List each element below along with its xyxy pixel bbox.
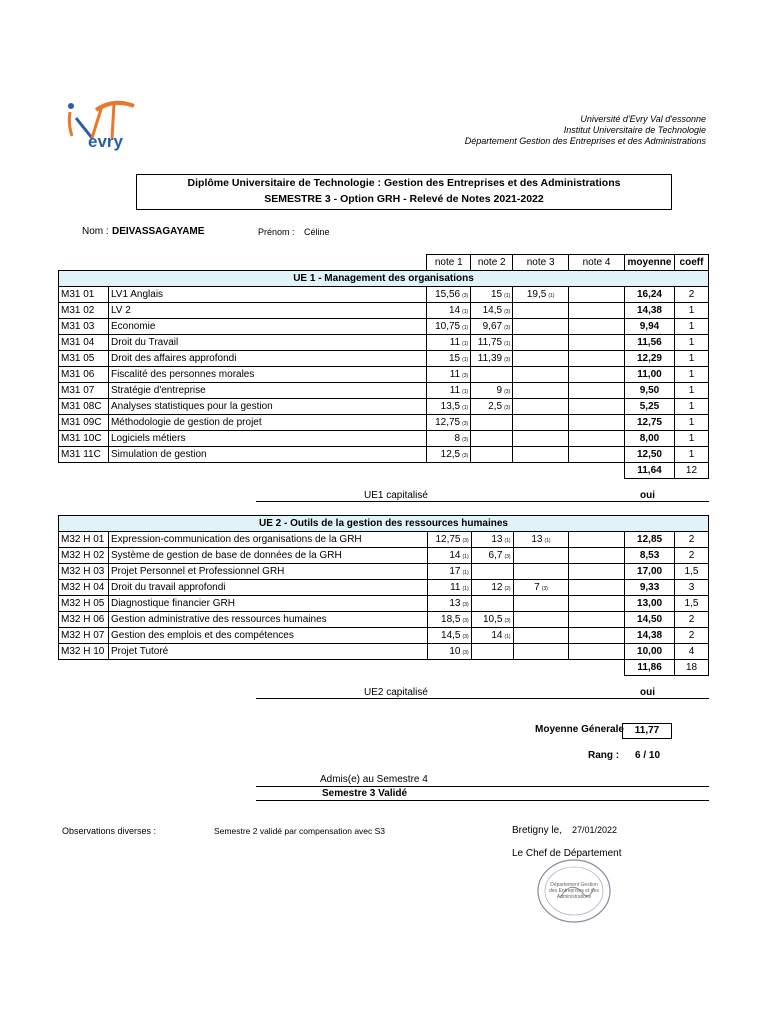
note-3 (513, 303, 569, 319)
title-line-1: Diplôme Universitaire de Technologie : Gestion des Entreprises et des Administrations (187, 177, 621, 189)
note-4 (569, 644, 625, 660)
note-4 (569, 335, 625, 351)
module-average: 8,53 (625, 548, 675, 564)
note-3: 7 (3) (513, 580, 569, 596)
ue2-cap-label: UE2 capitalisé (364, 687, 428, 698)
note-1: 15 (1) (427, 351, 471, 367)
module-coeff: 2 (675, 548, 709, 564)
grade-row (59, 319, 709, 335)
note-4 (569, 287, 625, 303)
module-coeff: 1 (674, 319, 708, 335)
note-2: 14 (1) (471, 628, 513, 644)
module-code: M32 H 04 (59, 580, 109, 596)
institution-line-2: Institut Universitaire de Technologie (563, 125, 706, 135)
module-name: Fiscalité des personnes morales (108, 367, 426, 383)
header-note-1: note 1 (427, 255, 471, 271)
ue1-cap-value: oui (640, 490, 655, 501)
note-3 (513, 548, 569, 564)
grade-row (59, 287, 709, 303)
note-3: 13 (1) (513, 532, 569, 548)
note-1: 17 (1) (427, 564, 471, 580)
note-2 (471, 596, 513, 612)
note-3 (513, 319, 569, 335)
module-name: LV1 Anglais (108, 287, 426, 303)
module-name: Analyses statistiques pour la gestion (108, 399, 426, 415)
header-moyenne: moyenne (624, 255, 674, 271)
note-4 (569, 447, 625, 463)
header-coeff: coeff (674, 255, 708, 271)
note-3 (513, 415, 569, 431)
module-name: Expression-communication des organisations de la GRH (108, 532, 427, 548)
note-2 (471, 367, 513, 383)
note-3 (513, 644, 569, 660)
ue1-total-coeff: 12 (674, 463, 708, 479)
grade-row (59, 564, 709, 580)
grade-row (59, 335, 709, 351)
module-coeff: 2 (675, 612, 709, 628)
module-coeff: 1 (674, 367, 708, 383)
note-2: 9 (3) (471, 383, 513, 399)
module-code: M32 H 03 (59, 564, 109, 580)
module-code: M31 07 (59, 383, 109, 399)
module-name: Droit du travail approfondi (108, 580, 427, 596)
module-coeff: 1 (674, 303, 708, 319)
module-average: 13,00 (625, 596, 675, 612)
note-1: 8 (3) (427, 431, 471, 447)
note-4 (569, 399, 625, 415)
module-average: 9,50 (624, 383, 674, 399)
module-average: 5,25 (624, 399, 674, 415)
validated-divider (256, 800, 709, 801)
ue2-total-average: 11,86 (625, 660, 675, 676)
module-coeff: 1 (674, 351, 708, 367)
module-coeff: 1 (674, 335, 708, 351)
note-1: 14 (1) (427, 303, 471, 319)
observations-label: Observations diverses : (62, 826, 157, 836)
module-code: M31 10C (59, 431, 109, 447)
note-1: 14 (1) (427, 548, 471, 564)
note-2: 12 (2) (471, 580, 513, 596)
ue2-cap-value: oui (640, 687, 655, 698)
note-1: 13 (3) (427, 596, 471, 612)
grade-row (59, 596, 709, 612)
grade-row (59, 580, 709, 596)
grade-row (59, 383, 709, 399)
module-code: M31 08C (59, 399, 109, 415)
module-coeff: 3 (675, 580, 709, 596)
grade-row (59, 612, 709, 628)
note-1: 11 (1) (427, 335, 471, 351)
module-average: 12,50 (624, 447, 674, 463)
ue2-rows (59, 532, 709, 660)
admission-divider (256, 786, 709, 787)
module-name: Gestion administrative des ressources humaines (108, 612, 427, 628)
module-coeff: 1 (674, 415, 708, 431)
ue1-table (58, 254, 709, 479)
note-4 (569, 628, 625, 644)
note-3 (513, 351, 569, 367)
header-note-4: note 4 (569, 255, 625, 271)
stamp-text: Département Gestion des Entreprises et des Administrations (549, 882, 599, 900)
module-coeff: 2 (675, 628, 709, 644)
module-average: 10,00 (625, 644, 675, 660)
column-header-row (59, 255, 709, 271)
ue2-total-row (59, 660, 709, 676)
student-nom: DEIVASSAGAYAME (112, 226, 205, 237)
module-coeff: 4 (675, 644, 709, 660)
grade-row (59, 532, 709, 548)
module-name: Economie (108, 319, 426, 335)
note-3: 19,5 (1) (513, 287, 569, 303)
note-2: 9,67 (3) (471, 319, 513, 335)
note-1: 12,75 (3) (427, 532, 471, 548)
note-2 (471, 415, 513, 431)
ue2-total-coeff: 18 (675, 660, 709, 676)
nom-label: Nom : (82, 226, 109, 237)
module-name: Simulation de gestion (108, 447, 426, 463)
module-code: M31 01 (59, 287, 109, 303)
moyenne-generale-value: 11,77 (622, 723, 672, 739)
module-name: Projet Personnel et Professionnel GRH (108, 564, 427, 580)
module-name: Gestion des emplois et des compétences (108, 628, 427, 644)
note-2 (471, 644, 513, 660)
note-3 (513, 367, 569, 383)
module-name: Méthodologie de gestion de projet (108, 415, 426, 431)
module-average: 17,00 (625, 564, 675, 580)
note-3 (513, 447, 569, 463)
module-code: M31 11C (59, 447, 109, 463)
grade-row (59, 548, 709, 564)
logo-text: evry (88, 132, 123, 151)
module-code: M32 H 07 (59, 628, 109, 644)
header-note-2: note 2 (471, 255, 513, 271)
grade-row (59, 431, 709, 447)
note-4 (569, 596, 625, 612)
note-4 (569, 612, 625, 628)
signature-date: 27/01/2022 (572, 825, 618, 835)
note-3 (513, 628, 569, 644)
module-code: M32 H 05 (59, 596, 109, 612)
module-code: M32 H 10 (59, 644, 109, 660)
grade-row (59, 303, 709, 319)
module-code: M32 H 01 (59, 532, 109, 548)
note-1: 11 (3) (427, 367, 471, 383)
module-coeff: 1 (674, 383, 708, 399)
note-4 (569, 319, 625, 335)
note-2: 10,5 (3) (471, 612, 513, 628)
grade-row (59, 367, 709, 383)
ue1-title: UE 1 - Management des organisations (59, 271, 709, 287)
note-1: 12,75 (3) (427, 415, 471, 431)
note-1: 15,56 (3) (427, 287, 471, 303)
note-1: 18,5 (3) (427, 612, 471, 628)
ue2-divider (256, 698, 709, 699)
note-4 (569, 351, 625, 367)
note-2 (471, 447, 513, 463)
note-2: 14,5 (3) (471, 303, 513, 319)
note-1: 14,5 (3) (427, 628, 471, 644)
module-name: Droit des affaires approfondi (108, 351, 426, 367)
module-average: 14,38 (624, 303, 674, 319)
department-stamp (536, 858, 612, 924)
module-coeff: 1 (674, 447, 708, 463)
ue1-cap-label: UE1 capitalisé (364, 490, 428, 501)
grade-row (59, 447, 709, 463)
note-1: 10 (3) (427, 644, 471, 660)
note-4 (569, 303, 625, 319)
module-name: Diagnostique financier GRH (108, 596, 427, 612)
moyenne-generale-label: Moyenne Génerale (535, 724, 624, 735)
module-code: M32 H 02 (59, 548, 109, 564)
note-4 (569, 548, 625, 564)
note-4 (569, 383, 625, 399)
admission-text: Admis(e) au Semestre 4 (320, 774, 428, 785)
module-code: M31 05 (59, 351, 109, 367)
note-3 (513, 596, 569, 612)
rang-value: 6 / 10 (635, 750, 661, 761)
module-coeff: 1 (674, 431, 708, 447)
note-2: 2,5 (3) (471, 399, 513, 415)
module-coeff: 1,5 (675, 564, 709, 580)
note-2: 13 (1) (471, 532, 513, 548)
note-2: 6,7 (3) (471, 548, 513, 564)
module-name: Stratégie d'entreprise (108, 383, 426, 399)
note-4 (569, 564, 625, 580)
note-4 (569, 367, 625, 383)
header-note-3: note 3 (513, 255, 569, 271)
note-3 (513, 612, 569, 628)
module-average: 11,00 (624, 367, 674, 383)
signatory-title: Le Chef de Département (512, 848, 622, 859)
rang-label: Rang : (588, 750, 620, 761)
note-1: 10,75 (1) (427, 319, 471, 335)
note-4 (569, 431, 625, 447)
module-name: LV 2 (108, 303, 426, 319)
institution-line-3: Département Gestion des Entreprises et des Administrations (464, 136, 706, 146)
module-code: M32 H 06 (59, 612, 109, 628)
note-1: 11 (1) (427, 580, 471, 596)
module-code: M31 03 (59, 319, 109, 335)
ue1-total-row (59, 463, 709, 479)
ue1-divider (256, 501, 709, 502)
grade-row (59, 628, 709, 644)
title-line-2: SEMESTRE 3 - Option GRH - Relevé de Notes 2021-2022 (264, 193, 544, 205)
student-prenom: Céline (304, 227, 330, 237)
module-code: M31 04 (59, 335, 109, 351)
module-code: M31 06 (59, 367, 109, 383)
note-2 (471, 431, 513, 447)
module-name: Système de gestion de base de données de la GRH (108, 548, 427, 564)
observations-value: Semestre 2 validé par compensation avec S3 (214, 826, 386, 836)
note-3 (513, 431, 569, 447)
note-2: 15 (1) (471, 287, 513, 303)
semester-validated: Semestre 3 Validé (322, 788, 408, 799)
ue1-total-average: 11,64 (624, 463, 674, 479)
module-name: Droit du Travail (108, 335, 426, 351)
module-average: 9,94 (624, 319, 674, 335)
module-coeff: 1,5 (675, 596, 709, 612)
module-average: 12,85 (625, 532, 675, 548)
grade-row (59, 399, 709, 415)
module-name: Logiciels métiers (108, 431, 426, 447)
note-2 (471, 564, 513, 580)
note-3 (513, 564, 569, 580)
prenom-label: Prénom : (258, 227, 295, 237)
note-4 (569, 580, 625, 596)
module-name: Projet Tutoré (108, 644, 427, 660)
module-average: 8,00 (624, 431, 674, 447)
module-average: 9,33 (625, 580, 675, 596)
note-2: 11,75 (1) (471, 335, 513, 351)
ue2-title: UE 2 - Outils de la gestion des ressources humaines (59, 516, 709, 532)
grade-row (59, 644, 709, 660)
module-average: 11,56 (624, 335, 674, 351)
iut-evry-logo (62, 98, 142, 158)
document-title-box (136, 174, 672, 210)
module-coeff: 2 (674, 287, 708, 303)
module-average: 12,75 (624, 415, 674, 431)
module-average: 16,24 (624, 287, 674, 303)
place-label: Bretigny le, (512, 825, 563, 836)
grade-row (59, 415, 709, 431)
module-average: 14,50 (625, 612, 675, 628)
module-coeff: 1 (674, 399, 708, 415)
note-1: 13,5 (1) (427, 399, 471, 415)
module-average: 14,38 (625, 628, 675, 644)
module-coeff: 2 (675, 532, 709, 548)
note-4 (569, 532, 625, 548)
module-average: 12,29 (624, 351, 674, 367)
module-code: M31 02 (59, 303, 109, 319)
module-code: M31 09C (59, 415, 109, 431)
ue2-table (58, 515, 709, 676)
note-2: 11,39 (3) (471, 351, 513, 367)
grade-row (59, 351, 709, 367)
note-3 (513, 383, 569, 399)
note-1: 12,5 (3) (427, 447, 471, 463)
note-3 (513, 399, 569, 415)
note-3 (513, 335, 569, 351)
ue1-rows (59, 287, 709, 463)
institution-line-1: Université d'Evry Val d'essonne (580, 114, 706, 124)
note-1: 11 (1) (427, 383, 471, 399)
note-4 (569, 415, 625, 431)
